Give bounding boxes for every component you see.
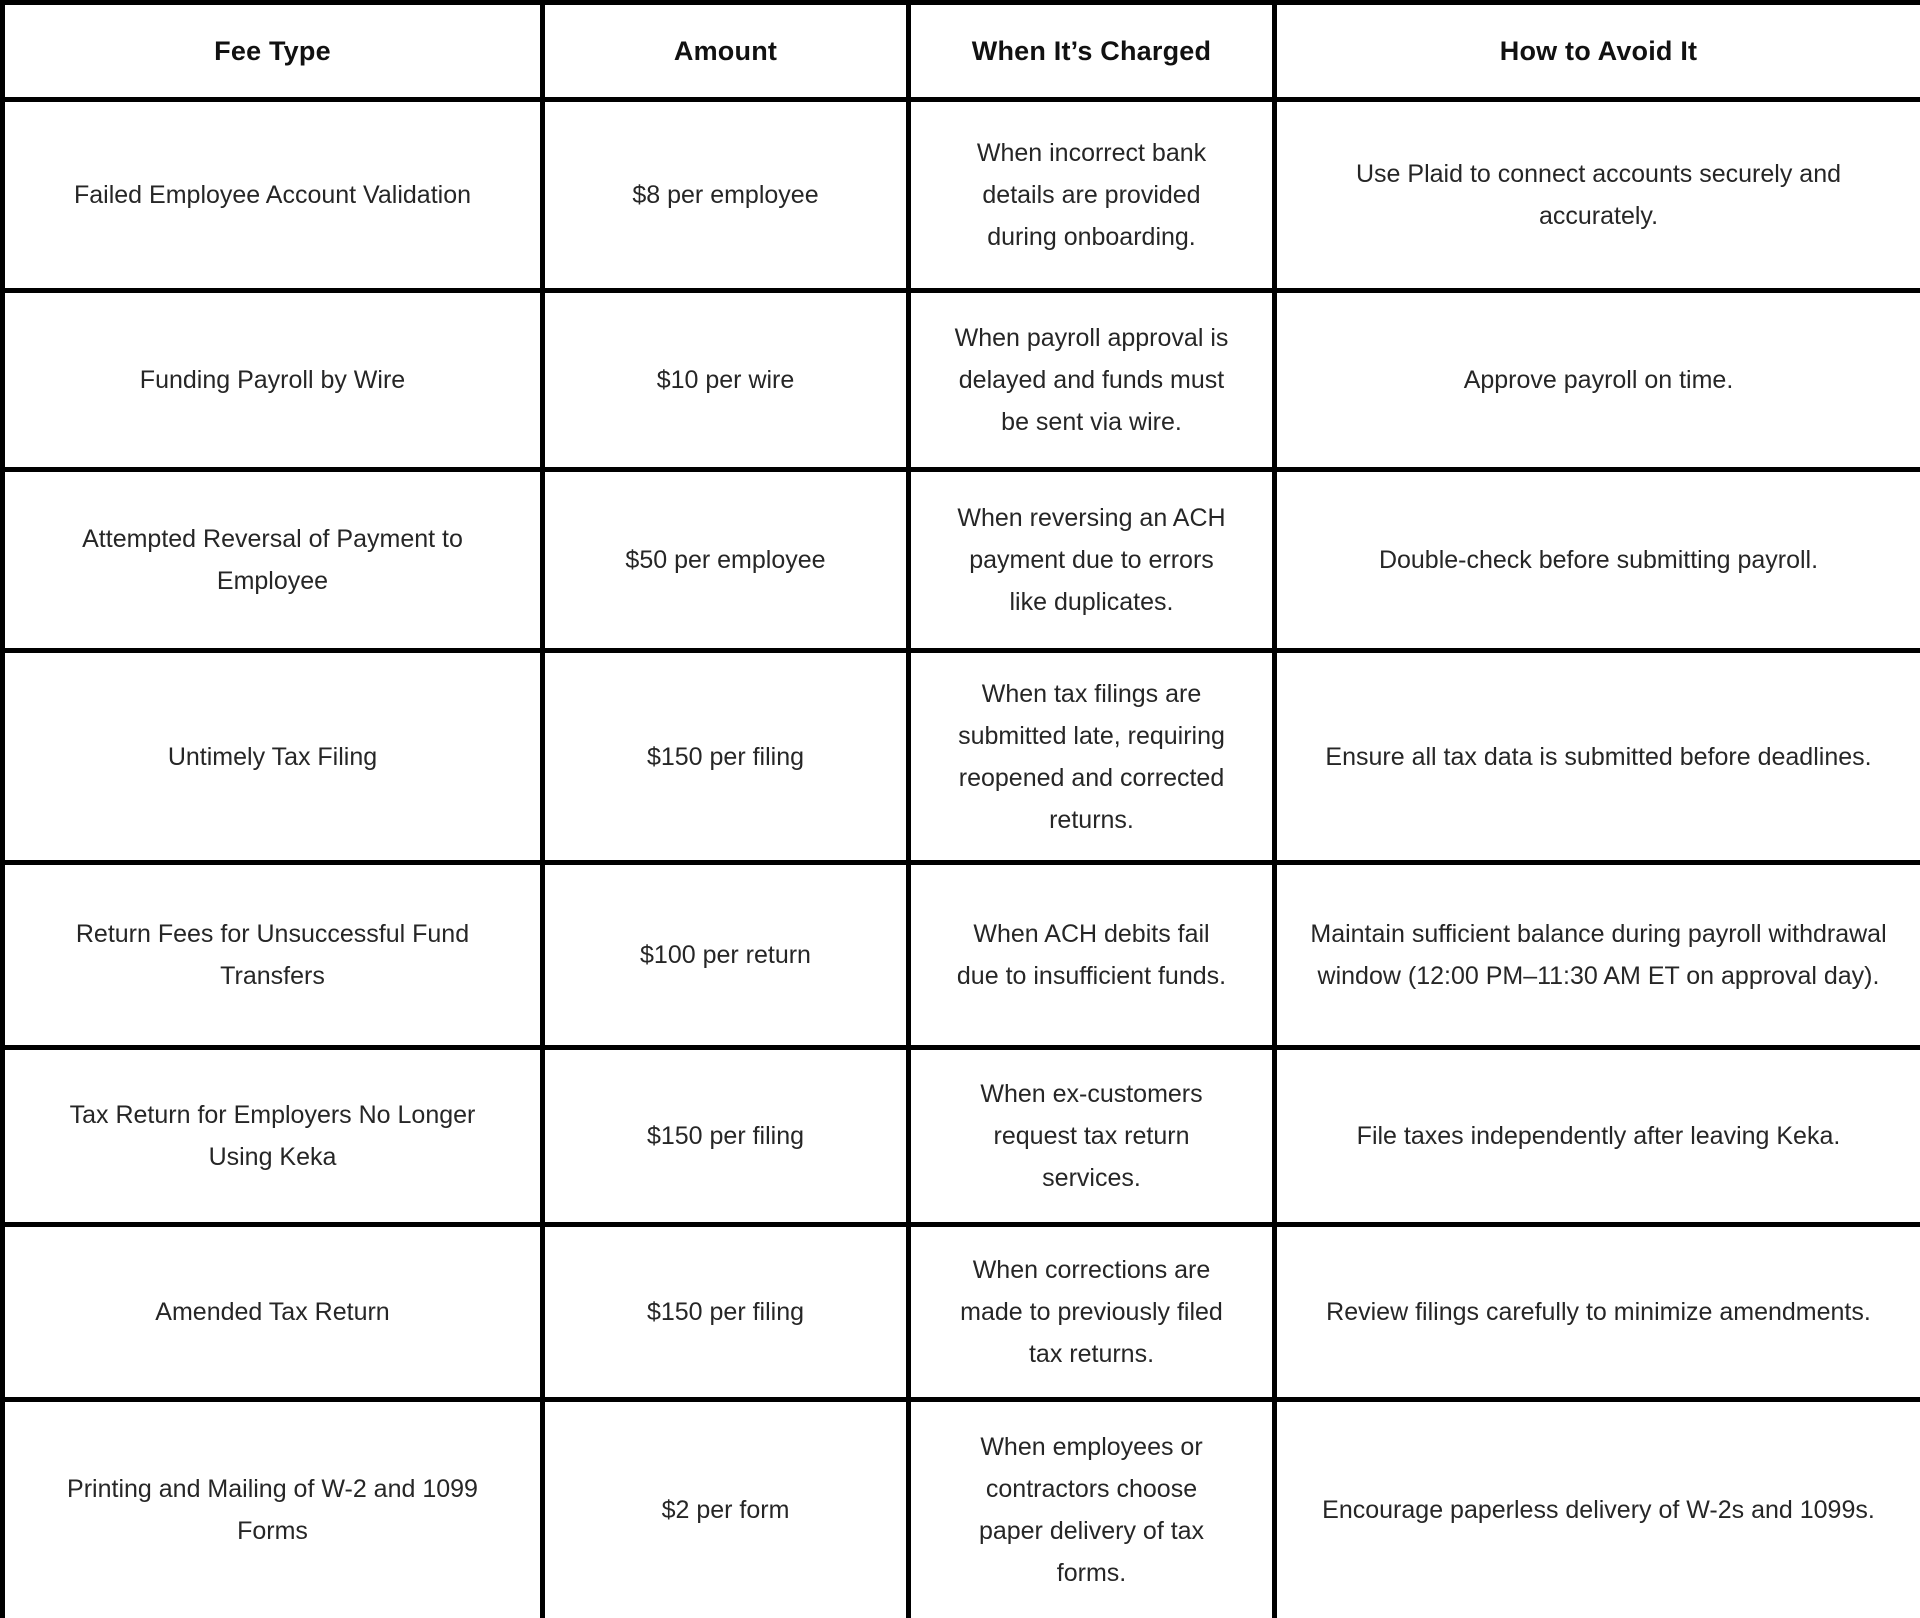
cell-how-to-avoid-it: Review filings carefully to minimize amendments. [1275, 1225, 1920, 1400]
header-row [3, 3, 1920, 100]
cell-when-its-charged: When ex-customers request tax return services. [909, 1048, 1275, 1225]
cell-when-its-charged: When incorrect bank details are provided during onboarding. [909, 100, 1275, 291]
cell-when-its-charged: When reversing an ACH payment due to errors like duplicates. [909, 470, 1275, 651]
cell-amount: $150 per filing [543, 1225, 909, 1400]
column-header-when-its-charged: When It’s Charged [909, 3, 1275, 100]
fee-table-body [3, 100, 1920, 1618]
cell-how-to-avoid-it: Maintain sufficient balance during payroll withdrawal window (12:00 PM–11:30 AM ET on approval day). [1275, 863, 1920, 1048]
cell-when-its-charged: When payroll approval is delayed and funds must be sent via wire. [909, 291, 1275, 470]
fee-table-header [3, 3, 1920, 100]
cell-when-its-charged: When corrections are made to previously filed tax returns. [909, 1225, 1275, 1400]
table-row [3, 863, 1920, 1048]
cell-amount: $100 per return [543, 863, 909, 1048]
cell-fee-type: Untimely Tax Filing [3, 651, 543, 863]
column-header-fee-type: Fee Type [3, 3, 543, 100]
cell-amount: $150 per filing [543, 1048, 909, 1225]
cell-fee-type: Return Fees for Unsuccessful Fund Transfers [3, 863, 543, 1048]
cell-amount: $2 per form [543, 1400, 909, 1618]
table-row [3, 100, 1920, 291]
cell-fee-type: Tax Return for Employers No Longer Using Keka [3, 1048, 543, 1225]
cell-amount: $10 per wire [543, 291, 909, 470]
cell-fee-type: Failed Employee Account Validation [3, 100, 543, 291]
cell-how-to-avoid-it: Approve payroll on time. [1275, 291, 1920, 470]
cell-how-to-avoid-it: Ensure all tax data is submitted before deadlines. [1275, 651, 1920, 863]
column-header-how-to-avoid-it: How to Avoid It [1275, 3, 1920, 100]
cell-how-to-avoid-it: Double-check before submitting payroll. [1275, 470, 1920, 651]
table-row [3, 1048, 1920, 1225]
cell-when-its-charged: When employees or contractors choose paper delivery of tax forms. [909, 1400, 1275, 1618]
cell-fee-type: Printing and Mailing of W-2 and 1099 Forms [3, 1400, 543, 1618]
cell-when-its-charged: When ACH debits fail due to insufficient funds. [909, 863, 1275, 1048]
cell-fee-type: Amended Tax Return [3, 1225, 543, 1400]
column-header-amount: Amount [543, 3, 909, 100]
table-row [3, 1400, 1920, 1618]
table-row [3, 470, 1920, 651]
cell-fee-type: Attempted Reversal of Payment to Employee [3, 470, 543, 651]
table-row [3, 291, 1920, 470]
table-row [3, 651, 1920, 863]
cell-fee-type: Funding Payroll by Wire [3, 291, 543, 470]
cell-how-to-avoid-it: File taxes independently after leaving Keka. [1275, 1048, 1920, 1225]
cell-when-its-charged: When tax filings are submitted late, requiring reopened and corrected returns. [909, 651, 1275, 863]
cell-amount: $150 per filing [543, 651, 909, 863]
cell-amount: $50 per employee [543, 470, 909, 651]
cell-how-to-avoid-it: Encourage paperless delivery of W-2s and 1099s. [1275, 1400, 1920, 1618]
table-row [3, 1225, 1920, 1400]
cell-amount: $8 per employee [543, 100, 909, 291]
cell-how-to-avoid-it: Use Plaid to connect accounts securely and accurately. [1275, 100, 1920, 291]
